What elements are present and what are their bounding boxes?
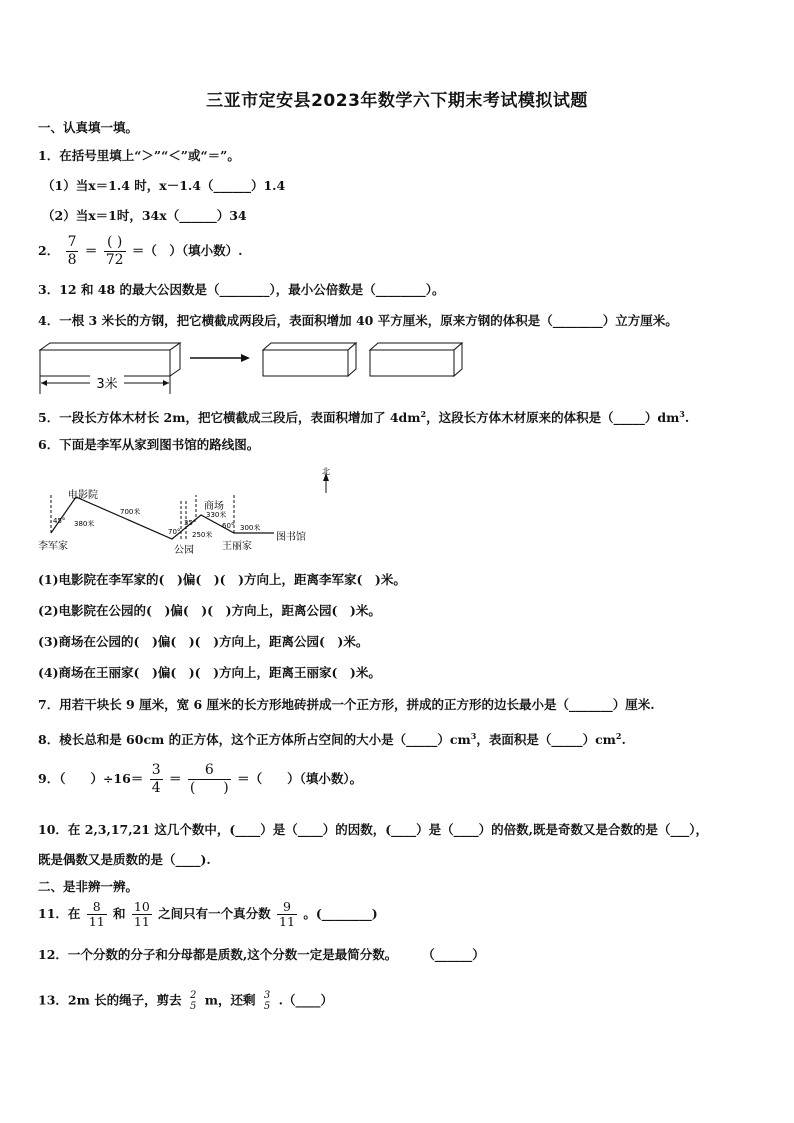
piece-2-top-face xyxy=(370,343,462,350)
question-2-label: 2． xyxy=(38,243,60,258)
fraction-numerator: 2 xyxy=(190,990,197,1001)
place-park: 公园 xyxy=(174,545,194,556)
question-6-part-1: (1)电影院在李军家的( )偏( )( )方向上，距离李军家( )米。 xyxy=(38,572,406,587)
question-5 xyxy=(38,406,689,426)
dimension-label: 3米 xyxy=(96,377,118,392)
question-1-part-2: （2）当x＝1时，34x（______）34 xyxy=(42,208,247,223)
question-9-post: ＝（ ）（填小数）。 xyxy=(237,771,363,786)
place-wang-home: 王丽家 xyxy=(222,541,252,552)
fraction xyxy=(188,762,231,797)
question-13 xyxy=(38,990,333,1012)
question-2 xyxy=(38,234,243,269)
question-5-end: . xyxy=(684,410,690,426)
question-6: 6．下面是李军从家到图书馆的路线图。 xyxy=(38,437,260,452)
arrow-head-icon xyxy=(241,354,250,362)
page-title: 三亚市定安县2023年数学六下期末考试模拟试题 xyxy=(206,91,588,111)
place-library: 图书馆 xyxy=(276,532,306,543)
route-path xyxy=(51,497,274,539)
fraction-denominator: ( ) xyxy=(189,780,229,796)
equals-sign: ＝ xyxy=(84,243,98,258)
dimension-arrow-left-icon xyxy=(41,380,47,386)
angle-label: 60° xyxy=(222,522,235,530)
question-9 xyxy=(38,762,362,797)
question-4: 4．一根 3 米长的方钢，把它横截成两段后，表面积增加 40 平方厘米，原来方钢的体积是（________）立方厘米。 xyxy=(38,313,678,328)
angle-label: 35° xyxy=(184,519,197,527)
place-cinema: 电影院 xyxy=(68,490,98,501)
fraction-numerator: 3 xyxy=(151,762,161,778)
distance-label: 700米 xyxy=(120,508,141,516)
question-10-line-2: 既是偶数又是质数的是（____). xyxy=(38,852,211,867)
place-mall: 商场 xyxy=(204,501,224,512)
distance-label: 330米 xyxy=(206,511,227,519)
superscript: 3 xyxy=(470,731,477,741)
steel-bar-figure xyxy=(38,340,468,396)
fraction xyxy=(132,900,152,929)
question-6-part-4: (4)商场在王丽家( )偏( )( )方向上，距离王丽家( )米。 xyxy=(38,665,381,680)
fraction xyxy=(188,990,198,1012)
question-10-line-1: 10．在 2,3,17,21 这几个数中，(____）是（____）的因数，(____）是（____）的倍数,既是奇数又是合数的是（___）， xyxy=(38,822,709,837)
question-5-text: 5．一段长方体木材长 2m，把它横截成三段后，表面积增加了 4dm xyxy=(38,410,421,426)
fraction-numerator: 8 xyxy=(87,900,107,915)
fraction-numerator: 7 xyxy=(67,234,77,250)
fraction-numerator: ( ) xyxy=(104,234,126,252)
superscript: 2 xyxy=(420,409,427,419)
fraction xyxy=(104,234,126,269)
distance-label: 300米 xyxy=(240,524,261,532)
question-8-text-2: ，表面积是（_____）cm xyxy=(476,732,616,748)
question-6-part-3: (3)商场在公园的( )偏( )( )方向上，距离公园( )米。 xyxy=(38,634,369,649)
north-label: 北 xyxy=(322,467,330,476)
question-6-part-2: (2)电影院在公园的( )偏( )( )方向上，距离公园( )米。 xyxy=(38,603,381,618)
question-1-part-1: （1）当x＝1.4 时，x－1.4（______）1.4 xyxy=(42,178,286,193)
question-5-text-2: ，这段长方体木材原来的体积是（_____）dm xyxy=(426,410,680,426)
question-13-post: .（____） xyxy=(278,992,333,1008)
fraction-denominator: 11 xyxy=(133,914,150,929)
fraction xyxy=(150,762,163,797)
question-8-end: . xyxy=(621,732,626,748)
bar-top-face xyxy=(40,343,180,350)
question-13-pre: 13．2m 长的绳子，剪去 xyxy=(38,992,182,1008)
question-2-rest: ＝（ ）（填小数）. xyxy=(131,243,243,258)
question-9-pre: 9．（ ）÷16＝ xyxy=(38,771,144,786)
question-8 xyxy=(38,728,626,748)
question-8-text: 8．棱长总和是 60cm 的正方体，这个正方体所占空间的大小是（_____）cm xyxy=(38,732,471,748)
distance-label: 380米 xyxy=(74,520,95,528)
angle-label: 45° xyxy=(53,517,66,525)
distance-label: 250米 xyxy=(192,531,213,539)
section-heading-fill: 一、认真填一填。 xyxy=(38,120,139,135)
fraction-denominator: 72 xyxy=(105,252,124,268)
route-map xyxy=(36,465,336,559)
piece-1-front-face xyxy=(263,350,348,376)
fraction-numerator: 6 xyxy=(188,762,231,780)
fraction-denominator: 4 xyxy=(151,780,161,796)
question-13-mid: m，还剩 xyxy=(204,992,256,1008)
question-1: 1．在括号里填上“＞”“＜”或“＝”。 xyxy=(38,148,240,163)
fraction-numerator: 9 xyxy=(277,900,297,915)
fraction-denominator: 8 xyxy=(67,252,77,268)
fraction xyxy=(277,900,297,929)
superscript: 3 xyxy=(679,409,685,419)
question-7: 7．用若干块长 9 厘米，宽 6 厘米的长方形地砖拼成一个正方形，拼成的正方形的边长最小是（_______）厘米. xyxy=(38,697,655,712)
fraction-denominator: 11 xyxy=(279,914,295,929)
piece-2-front-face xyxy=(370,350,454,376)
question-11-pre: 11．在 xyxy=(38,906,81,921)
fraction-numerator: 3 xyxy=(263,990,271,1001)
fraction xyxy=(87,900,107,929)
bar-front-face xyxy=(40,350,170,376)
fraction xyxy=(262,990,272,1012)
fraction-denominator: 5 xyxy=(263,1001,271,1012)
angle-label: 70° xyxy=(168,528,181,536)
section-heading-true-false: 二、是非辨一辨。 xyxy=(38,879,139,894)
fraction-denominator: 5 xyxy=(190,1001,197,1012)
fraction-numerator: 10 xyxy=(133,899,150,914)
question-3: 3．12 和 48 的最大公因数是（________），最小公倍数是（________）。 xyxy=(38,282,445,297)
question-11-post: 。(________) xyxy=(303,906,378,921)
superscript: 2 xyxy=(615,731,622,741)
question-12: 12．一个分数的分子和分母都是质数,这个分数一定是最简分数。 （______） xyxy=(38,947,485,962)
fraction-denominator: 11 xyxy=(88,914,105,929)
question-11-mid-2: 之间只有一个真分数 xyxy=(158,906,271,921)
question-11 xyxy=(38,900,378,929)
piece-1-top-face xyxy=(263,343,356,350)
equals-sign: ＝ xyxy=(168,771,182,786)
question-11-mid: 和 xyxy=(113,906,126,921)
fraction xyxy=(66,234,79,269)
dimension-arrow-right-icon xyxy=(163,380,169,386)
place-home: 李军家 xyxy=(38,541,68,552)
